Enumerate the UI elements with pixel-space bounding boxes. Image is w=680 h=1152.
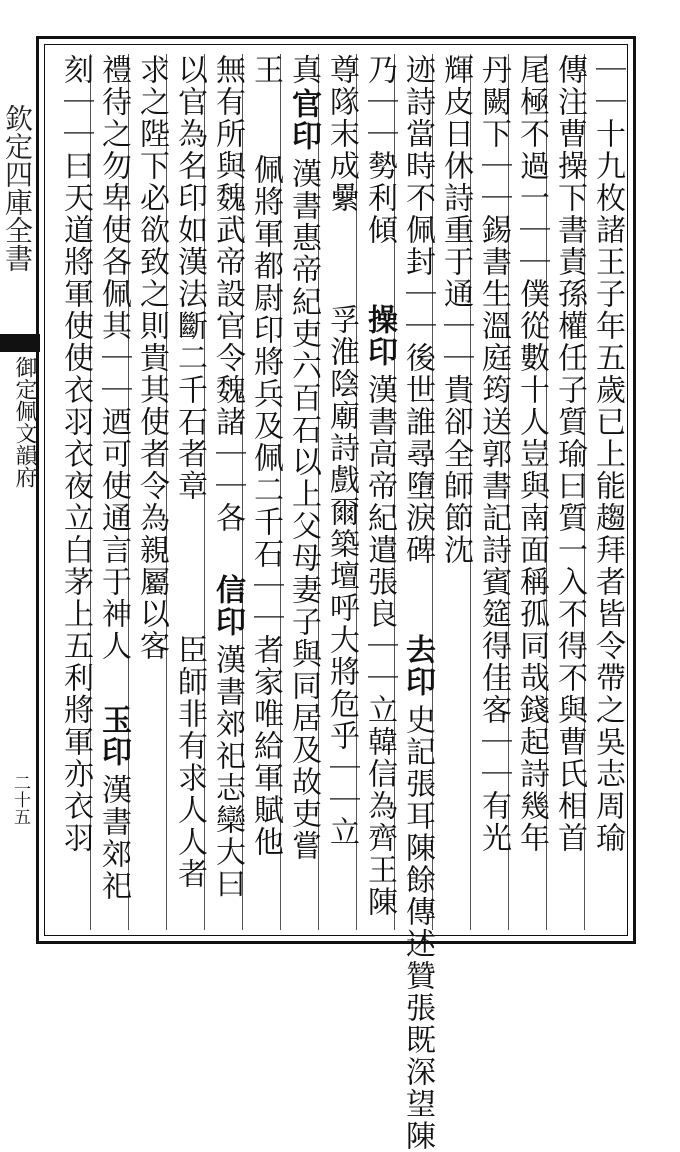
heading-column	[210, 574, 244, 930]
column-text: 傳注曹操下書責孫權任子質瑜曰質一入不得不與曹氏相首	[552, 54, 587, 854]
column-text: 以官為名印如漢法斷二千石者章	[172, 54, 207, 502]
column-text: 王	[248, 54, 283, 86]
column-text: 乃｜｜勢利傾	[362, 54, 397, 246]
heading-text: 操印	[362, 304, 397, 368]
text-column	[552, 54, 586, 930]
column-text: 刻｜｜曰天道將軍使使衣羽衣夜立白茅上五利將軍亦衣羽	[58, 54, 93, 854]
text-column	[248, 154, 282, 930]
column-text: 尊隊末成纍	[324, 54, 359, 214]
column-text: 迹詩當時不佩封｜｜後世誰尋墮淚碑	[400, 54, 435, 566]
margin-book-title: 御定佩文韻府	[12, 356, 37, 488]
column-text: 佩將軍都尉印將兵及佩二千石｜｜者家唯給軍賦他	[248, 154, 283, 858]
heading-text: 去印	[400, 634, 435, 698]
text-column	[590, 54, 624, 930]
column-text: 真	[286, 54, 321, 86]
text-column	[476, 54, 510, 930]
text-column	[514, 54, 548, 930]
column-text: ｜｜十九枚諸王子年五歲已上能趨拜者皆令帶之吳志周瑜	[590, 54, 625, 854]
column-text: 尾極不過一｜｜僕從數十人豈與南面稱孤同哉錢起詩幾年	[514, 54, 549, 854]
column-text: 禮待之勿卑使各佩其｜｜迺可使通言于神人	[96, 54, 131, 662]
margin-top-text: 欽定四庫全書	[1, 104, 34, 272]
heading-column	[400, 634, 435, 1152]
column-text: 輝皮日休詩重于通｜｜貴卻全師節沈	[438, 54, 473, 566]
heading-column	[96, 704, 130, 930]
heading-column	[286, 88, 320, 930]
column-text: 漢書惠帝紀吏六百石以上父母妻子與同居及故吏嘗	[286, 158, 321, 862]
column-text: 史記張耳陳餘傳述贊張既深望陳	[400, 704, 435, 1152]
text-column	[58, 54, 92, 930]
heading-column	[362, 304, 396, 930]
text-column	[134, 54, 168, 930]
column-text: 臣師非有求人人者	[172, 634, 207, 890]
text-column	[172, 634, 206, 930]
margin-page-number: 二十五	[10, 774, 30, 825]
heading-text: 信印	[210, 574, 245, 638]
column-text: 漢書高帝紀遣張良｜｜立韓信為齊王陳	[362, 374, 397, 918]
column-text: 孚淮陰廟詩戲爾築壇呼大將危乎｜｜立	[324, 304, 359, 848]
text-column	[324, 304, 358, 930]
text-columns	[58, 54, 625, 1152]
heading-text: 官印	[286, 88, 321, 152]
margin-strip	[0, 44, 44, 936]
column-text: 漢書郊祀	[96, 774, 131, 902]
column-text: 無有所與魏武帝設官令魏諸｜｜各	[210, 54, 245, 534]
margin-black-bar	[0, 334, 40, 352]
column-text: 求之陛下必欲致之則貴其使者令為親屬以客	[134, 54, 169, 662]
column-text: 丹闕下｜｜錫書生溫庭筠送郭書記詩賓筵得佳客｜｜有光	[476, 54, 511, 854]
column-text: 漢書郊祀志欒大曰	[210, 644, 245, 900]
heading-text: 玉印	[96, 704, 131, 768]
text-column	[438, 54, 472, 930]
